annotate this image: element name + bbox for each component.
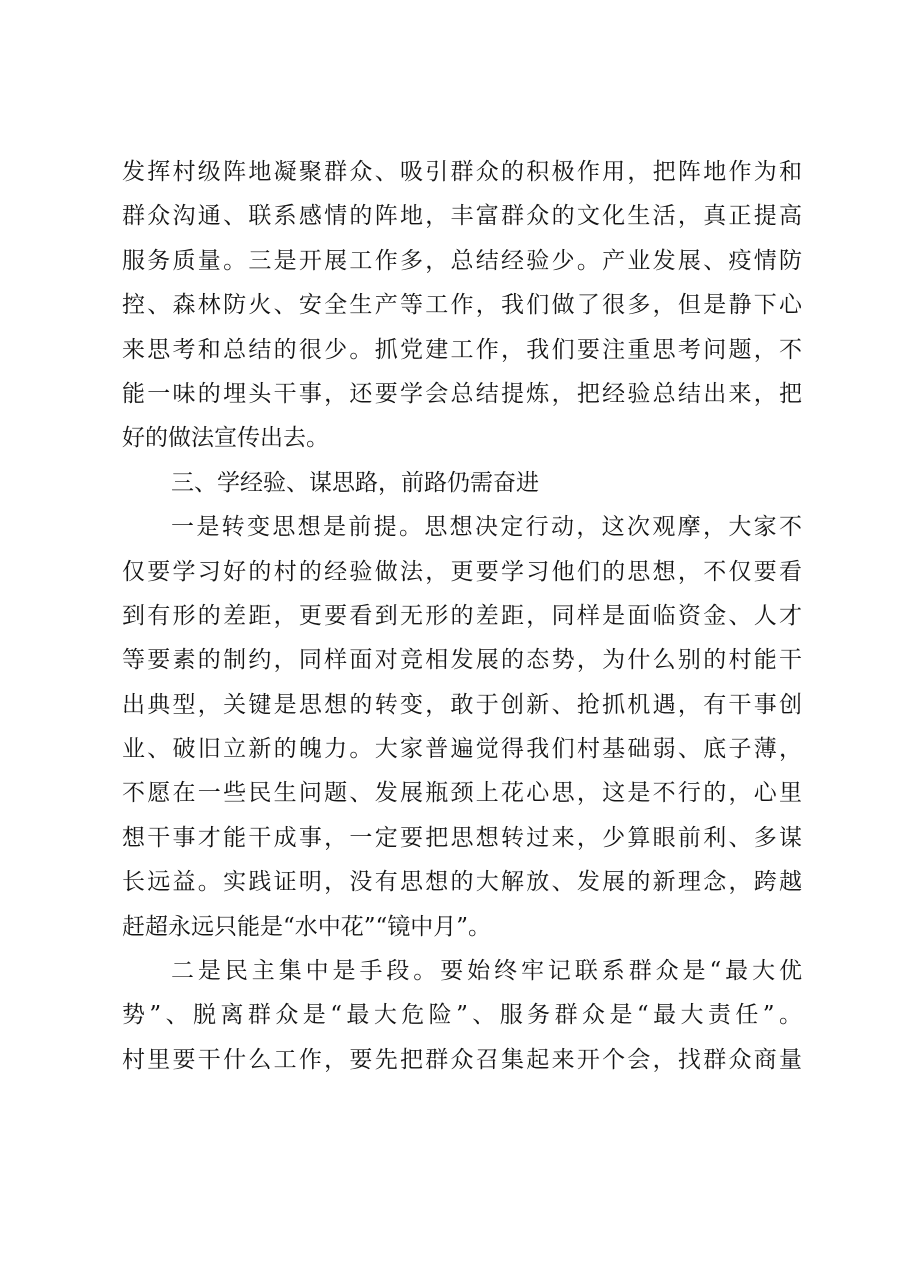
text-line: 发挥村级阵地凝聚群众、吸引群众的积极作用，把阵地作为和 bbox=[122, 159, 802, 185]
text-line: 想干事才能干成事，一定要把思想转过来，少算眼前利、多谋 bbox=[122, 824, 802, 851]
text-line: 控、森林防火、安全生产等工作，我们做了很多，但是静下心 bbox=[122, 292, 802, 319]
text-line: 好的做法宣传出去。 bbox=[122, 425, 329, 452]
text-line: 长远益。实践证明，没有思想的大解放、发展的新理念，跨越 bbox=[122, 869, 802, 896]
text-line: 赶超永远只能是“水中花”“镜中月”。 bbox=[122, 913, 492, 940]
text-line: 仅要学习好的村的经验做法，更要学习他们的思想，不仅要看 bbox=[122, 558, 802, 585]
document-body bbox=[122, 150, 802, 1082]
text-line: 势”、脱离群众是“最大危险”、服务群众是“最大责任”。 bbox=[122, 1002, 802, 1029]
text-line: 出典型，关键是思想的转变，敢于创新、抢抓机遇，有干事创 bbox=[122, 691, 802, 718]
text-line: 到有形的差距，更要看到无形的差距，同样是面临资金、人才 bbox=[122, 602, 802, 629]
text-line: 业、破旧立新的魄力。大家普遍觉得我们村基础弱、底子薄， bbox=[122, 736, 802, 763]
paragraph-first-line: 二是民主集中是手段。要始终牢记联系群众是“最大优 bbox=[171, 958, 802, 985]
text-line: 能一味的埋头干事，还要学会总结提炼，把经验总结出来，把 bbox=[122, 380, 802, 407]
text-line: 群众沟通、联系感情的阵地，丰富群众的文化生活，真正提高 bbox=[122, 203, 802, 230]
text-line: 村里要干什么工作，要先把群众召集起来开个会，找群众商量 bbox=[122, 1046, 802, 1073]
paragraph-first-line: 一是转变思想是前提。思想决定行动，这次观摩，大家不 bbox=[171, 514, 802, 541]
section-heading: 三、学经验、谋思路，前路仍需奋进 bbox=[171, 469, 539, 496]
text-line: 来思考和总结的很少。抓党建工作，我们要注重思考问题，不 bbox=[122, 336, 802, 363]
text-line: 服务质量。三是开展工作多，总结经验少。产业发展、疫情防 bbox=[122, 247, 802, 274]
text-line: 不愿在一些民生问题、发展瓶颈上花心思，这是不行的，心里 bbox=[122, 780, 802, 807]
text-line: 等要素的制约，同样面对竞相发展的态势，为什么别的村能干 bbox=[122, 647, 802, 674]
